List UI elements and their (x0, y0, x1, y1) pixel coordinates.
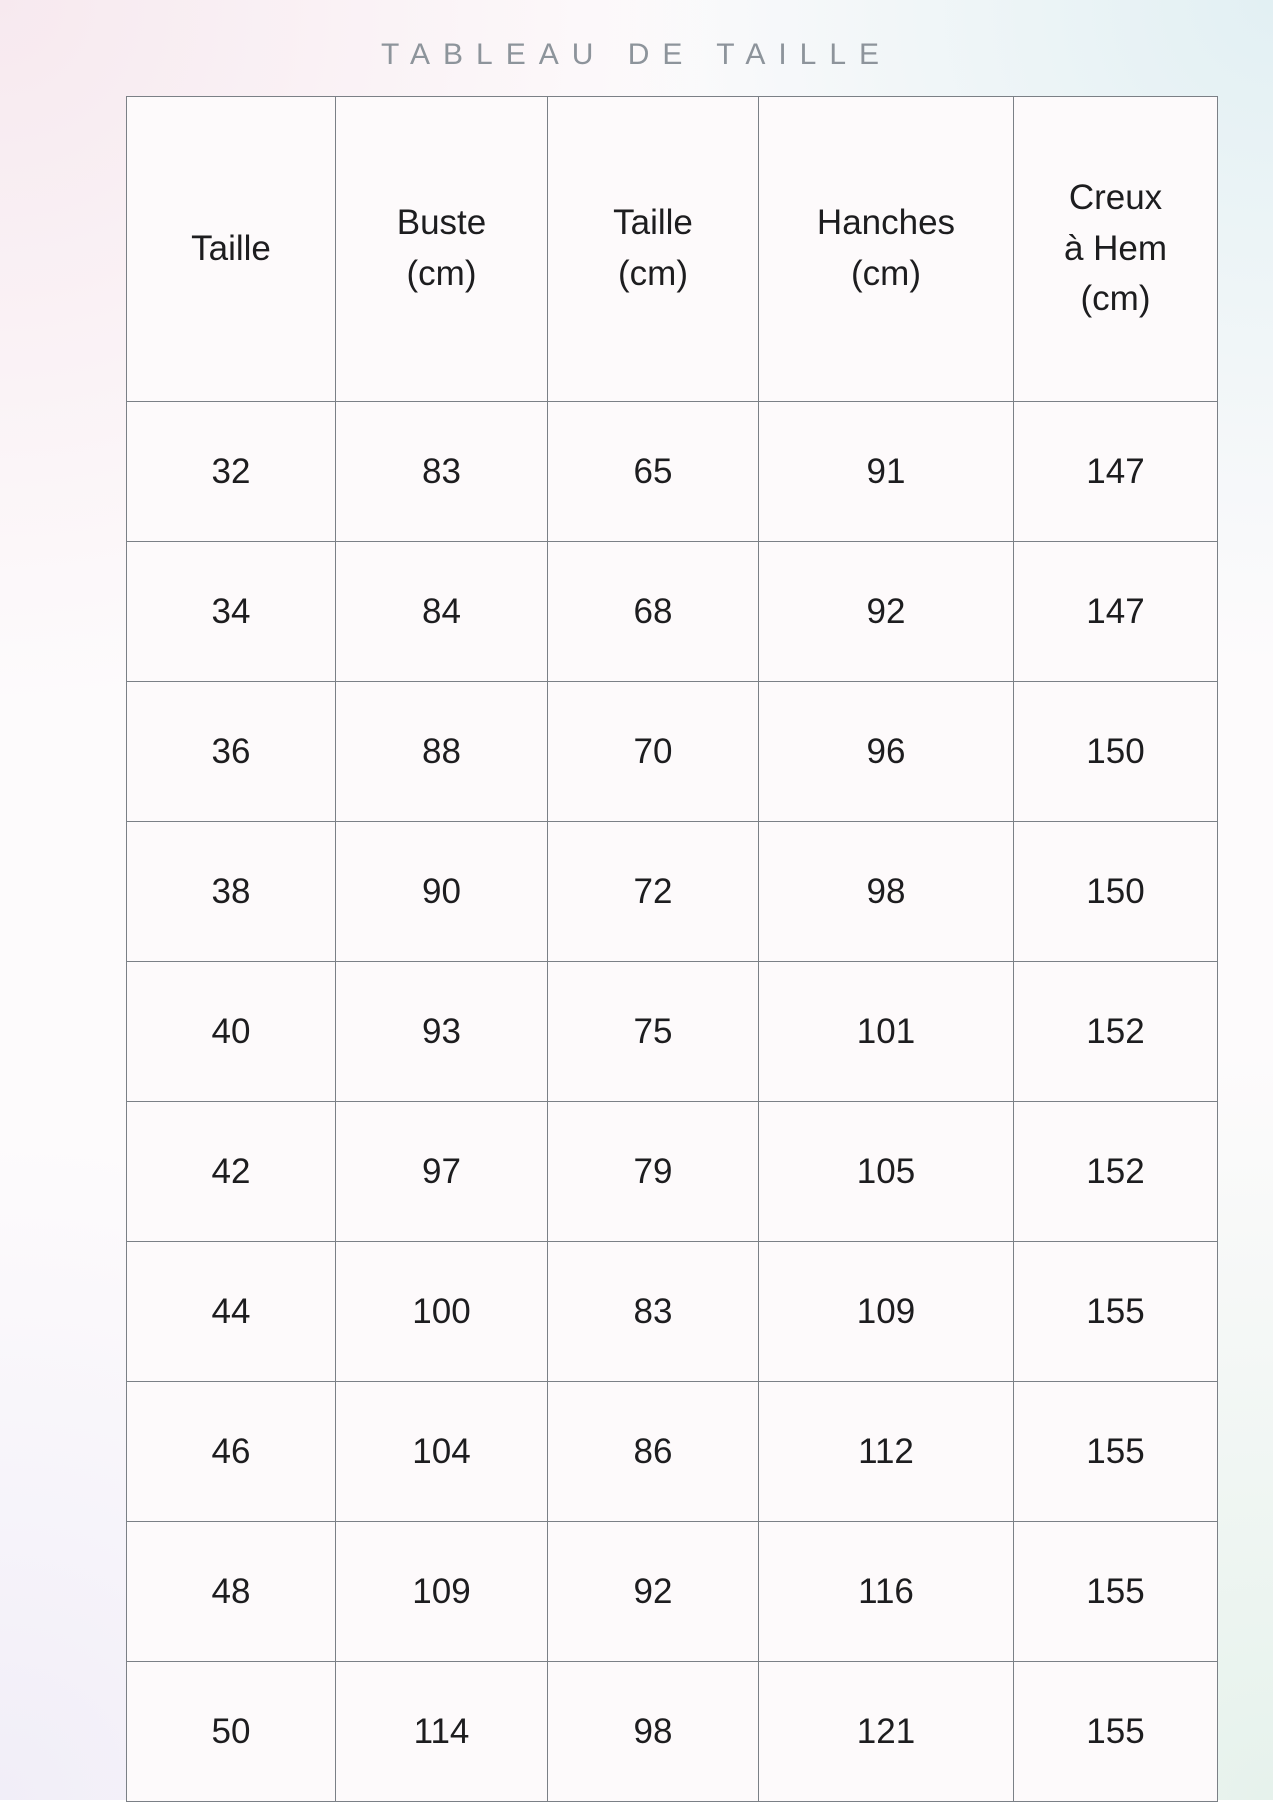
table-cell: 105 (759, 1102, 1014, 1242)
table-cell: 92 (548, 1522, 759, 1662)
table-row (127, 542, 1218, 682)
table-cell: 34 (127, 542, 336, 682)
column-header-taille-cm-line1: Taille (613, 203, 693, 243)
table-cell: 121 (759, 1662, 1014, 1802)
table-row (127, 1662, 1218, 1802)
table-cell: 86 (548, 1382, 759, 1522)
table-cell: 83 (336, 402, 548, 542)
table-cell: 38 (127, 822, 336, 962)
column-header-taille-cm (548, 97, 759, 402)
column-header-buste (336, 97, 548, 402)
table-cell: 101 (759, 962, 1014, 1102)
table-cell: 44 (127, 1242, 336, 1382)
table-cell: 100 (336, 1242, 548, 1382)
table-cell: 83 (548, 1242, 759, 1382)
table-cell: 98 (759, 822, 1014, 962)
table-cell: 147 (1014, 542, 1218, 682)
table-cell: 98 (548, 1662, 759, 1802)
table-row (127, 1382, 1218, 1522)
table-cell: 46 (127, 1382, 336, 1522)
table-cell: 104 (336, 1382, 548, 1522)
table-cell: 150 (1014, 822, 1218, 962)
table-cell: 93 (336, 962, 548, 1102)
column-header-taille (127, 97, 336, 402)
table-cell: 155 (1014, 1382, 1218, 1522)
table-cell: 84 (336, 542, 548, 682)
table-cell: 150 (1014, 682, 1218, 822)
table-cell: 92 (759, 542, 1014, 682)
table-cell: 48 (127, 1522, 336, 1662)
table-cell: 114 (336, 1662, 548, 1802)
column-header-buste-line1: Buste (396, 203, 487, 243)
table-cell: 97 (336, 1102, 548, 1242)
table-cell: 155 (1014, 1522, 1218, 1662)
table-row (127, 682, 1218, 822)
column-header-buste-line2: (cm) (406, 254, 477, 293)
table-cell: 36 (127, 682, 336, 822)
table-cell: 72 (548, 822, 759, 962)
size-table-container (126, 96, 1172, 1802)
table-cell: 75 (548, 962, 759, 1102)
size-table-body (127, 402, 1218, 1802)
column-header-taille-line1: Taille (191, 228, 271, 268)
table-row (127, 1242, 1218, 1382)
table-cell: 152 (1014, 1102, 1218, 1242)
table-cell: 116 (759, 1522, 1014, 1662)
column-header-creux-a-hem (1014, 97, 1218, 402)
table-cell: 109 (336, 1522, 548, 1662)
table-cell: 147 (1014, 402, 1218, 542)
table-row (127, 1522, 1218, 1662)
table-row (127, 822, 1218, 962)
table-row (127, 1102, 1218, 1242)
table-cell: 42 (127, 1102, 336, 1242)
table-cell: 96 (759, 682, 1014, 822)
table-cell: 112 (759, 1382, 1014, 1522)
column-header-creux-a-hem-line2: à Hem (1063, 228, 1168, 268)
table-cell: 40 (127, 962, 336, 1102)
table-row (127, 962, 1218, 1102)
column-header-creux-a-hem-line3: (cm) (1080, 279, 1151, 319)
table-header-row (127, 97, 1218, 402)
column-header-hanches-line2: (cm) (851, 254, 921, 293)
table-cell: 32 (127, 402, 336, 542)
size-table-header (127, 97, 1218, 402)
table-cell: 91 (759, 402, 1014, 542)
table-cell: 70 (548, 682, 759, 822)
table-cell: 65 (548, 402, 759, 542)
table-cell: 68 (548, 542, 759, 682)
table-cell: 90 (336, 822, 548, 962)
table-cell: 152 (1014, 962, 1218, 1102)
table-cell: 155 (1014, 1242, 1218, 1382)
column-header-hanches-line1: Hanches (816, 203, 956, 243)
table-cell: 155 (1014, 1662, 1218, 1802)
table-cell: 79 (548, 1102, 759, 1242)
column-header-creux-a-hem-line1: Creux (1068, 177, 1163, 217)
table-row (127, 402, 1218, 542)
table-cell: 50 (127, 1662, 336, 1802)
page-title: TABLEAU DE TAILLE (380, 38, 893, 71)
table-cell: 109 (759, 1242, 1014, 1382)
size-table (126, 96, 1218, 1802)
column-header-taille-cm-line2: (cm) (618, 254, 688, 293)
table-cell: 88 (336, 682, 548, 822)
column-header-hanches (759, 97, 1014, 402)
